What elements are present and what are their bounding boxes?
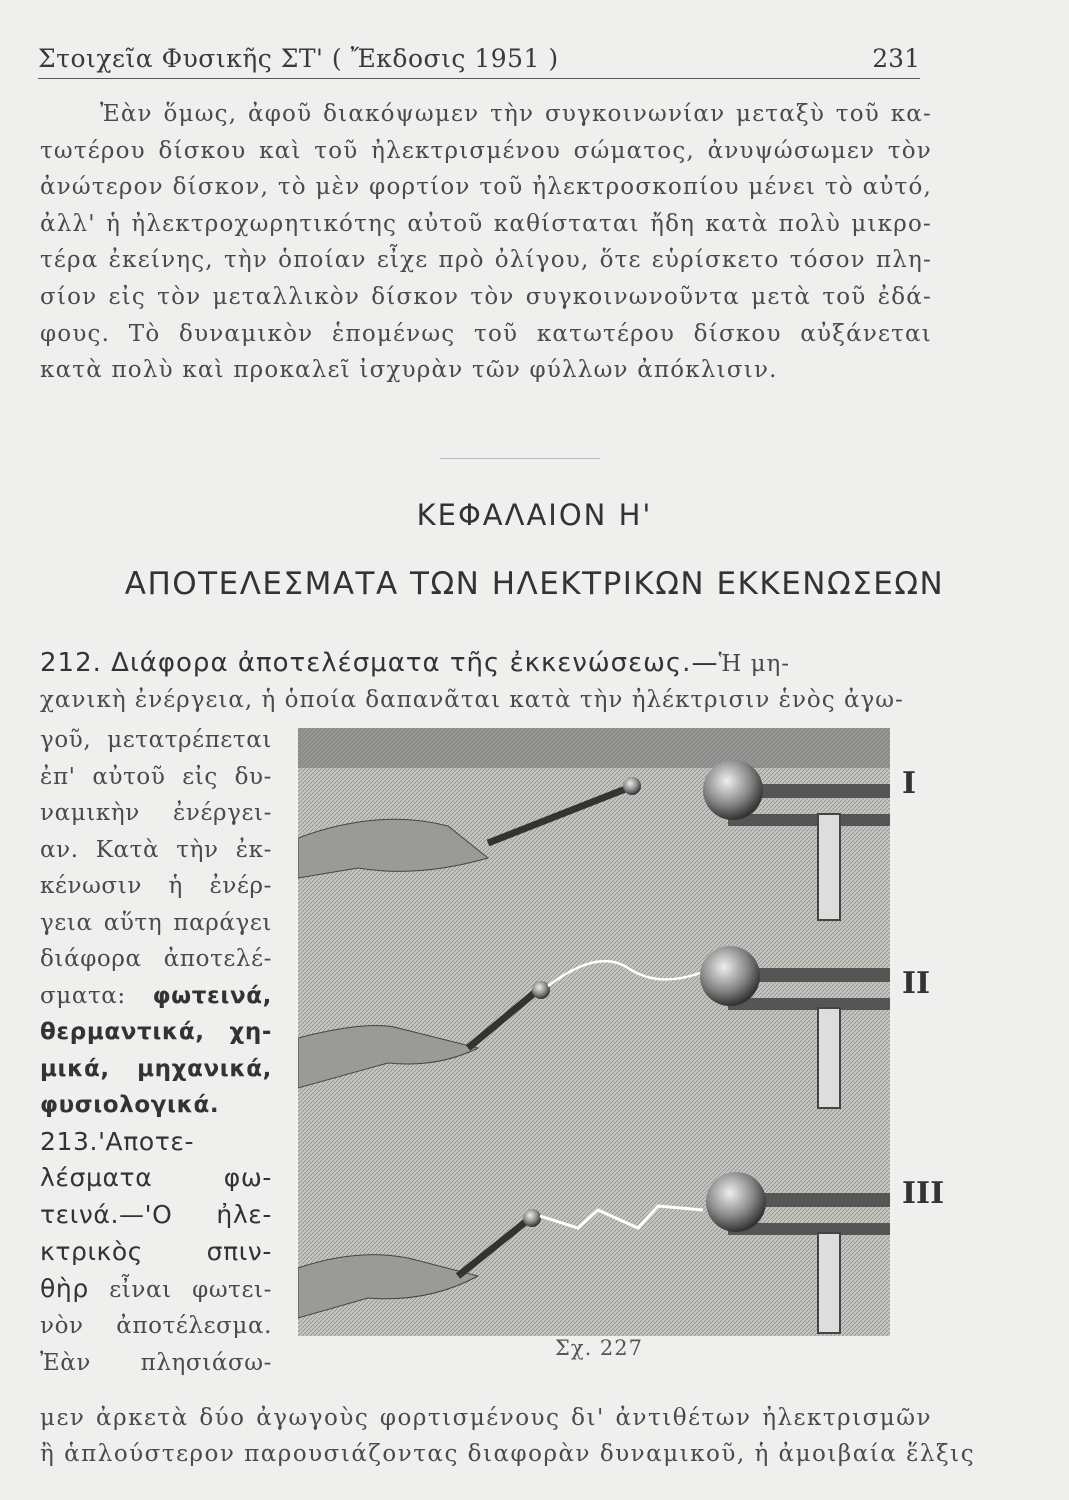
- text-line: ναμικὴν ἐνέργει-: [40, 800, 272, 826]
- text-line: ἀνώτερον δίσκον, τὸ μὲν φορτίον τοῦ ἠλεκτροσκοπίου μένει τὸ αὐτό,: [40, 174, 932, 201]
- conductor-ball: [706, 1172, 766, 1232]
- bold-term: μικά, μηχανικά,: [40, 1055, 272, 1082]
- text-line: τωτέρου δίσκου καὶ τοῦ ἠλεκτρισμένου σώματος, ἀνυψώσωμεν τὸν: [40, 137, 932, 164]
- bold-term: θερμαντικά, χη-: [40, 1019, 272, 1045]
- figure-caption: Σχ. 227: [555, 1336, 644, 1360]
- text-line: μεν ἀρκετὰ δύο ἀγωγοὺς φορτισμένους δι' ἀντιθέτων ἠλεκτρισμῶν: [40, 1405, 932, 1431]
- text-line: γεια αὕτη παράγει: [40, 909, 272, 936]
- text-fragment: σματα:: [40, 982, 126, 1009]
- text-line: [40, 1197, 272, 1235]
- section-213-heading: τεινά.—: [40, 1199, 145, 1229]
- bold-term: φυσιολογικά.: [40, 1092, 220, 1118]
- text-line: τέρα ἐκείνης, τὴν ὁποίαν εἶχε πρὸ ὀλίγου, ὅτε εὑρίσκετο τόσον πλη-: [40, 247, 932, 274]
- text-line: φους. Τὸ δυναμικὸν ἑπομένως τοῦ κατωτέρου δίσκου αὐξάνεται κατὰ: [40, 320, 932, 384]
- text-fragment: Ἡ μη-: [718, 651, 791, 677]
- conductor-ball: [700, 946, 760, 1006]
- text-line: σίον εἰς τὸν μεταλλικὸν δίσκον τὸν συγκοινωνοῦντα μετὰ τοῦ ἐδά-: [40, 283, 932, 310]
- figure-label-3: III: [902, 1176, 945, 1211]
- section-212-line-1: [40, 645, 934, 682]
- section-212-line-2: χανικὴ ἐνέργεια, ἡ ὁποία δαπανᾶται κατὰ τὴν ἠλέκτρισιν ἑνὸς ἀγω-: [40, 687, 904, 713]
- intro-paragraph: [40, 96, 932, 389]
- section-213-heading: λέσματα φω-: [40, 1163, 272, 1192]
- text-line: κτρικὸς σπιν-: [40, 1237, 272, 1266]
- text-line: κένωσιν ἡ ἐνέρ-: [40, 873, 272, 899]
- figure-label-1: I: [902, 766, 917, 801]
- section-213-heading: 213.'Αποτε-: [40, 1126, 195, 1156]
- metal-rod: [818, 1008, 840, 1108]
- text-line: ἐπ' αὐτοῦ εἰς δυ-: [40, 763, 272, 790]
- spark-discharge-engraving: [298, 728, 890, 1336]
- bold-term: φωτεινά,: [152, 982, 272, 1009]
- figure-label-2: II: [902, 966, 931, 1001]
- left-column-text: [40, 722, 272, 1381]
- text-line: ἢ ἁπλούστερον παρουσιάζοντας διαφορὰν δυναμικοῦ, ἡ ἀμοιβαία ἕλξις: [40, 1441, 976, 1467]
- book-title: Στοιχεῖα Φυσικῆς ΣΤ' ( Ἔκδοσις 1951 ): [38, 44, 559, 73]
- chapter-title: ΑΠΟΤΕΛΕΣΜΑΤΑ ΤΩΝ ΗΛΕΚΤΡΙΚΩΝ ΕΚΚΕΝΩΣΕΩΝ: [124, 566, 945, 602]
- metal-rod: [818, 1233, 840, 1333]
- metal-rod: [818, 814, 840, 920]
- text-line: νὸν ἀποτέλεσμα.: [40, 1313, 272, 1339]
- text-line: Ἐὰν ὅμως, ἀφοῦ διακόψωμεν τὴν συγκοινωνίαν μεταξὺ τοῦ κα-: [100, 101, 932, 127]
- bottom-text: [40, 1400, 976, 1472]
- page-number: 231: [872, 44, 920, 73]
- section-divider: [440, 458, 600, 459]
- text-fragment: θὴρ: [40, 1273, 89, 1303]
- text-line: [40, 1271, 272, 1309]
- text-line: [40, 978, 272, 1015]
- conductor-ball: [703, 760, 763, 820]
- chapter-label: ΚΕΦΑΛΑΙΟΝ Η': [416, 498, 653, 532]
- text-line: Ἐὰν πλησιάσω-: [40, 1349, 272, 1376]
- text-fragment: εἶναι φωτει-: [109, 1276, 272, 1303]
- text-line: διάφορα ἀποτελέ-: [40, 946, 272, 972]
- text-line: γοῦ, μετατρέπεται: [40, 727, 272, 753]
- running-head: [38, 44, 920, 79]
- intro-text: [40, 96, 932, 389]
- section-212: [40, 645, 934, 718]
- text-line: πολὺ καὶ προκαλεῖ ἰσχυρὰν τῶν φύλλων ἀπόκλισιν.: [111, 357, 778, 384]
- text-line: αν. Κατὰ τὴν ἐκ-: [40, 836, 272, 863]
- text-fragment: 'Ο ἠλε-: [144, 1199, 272, 1229]
- text-line: ἀλλ' ἡ ἠλεκτροχωρητικότης αὐτοῦ καθίσταται ἤδη κατὰ πολὺ μικρο-: [40, 210, 932, 237]
- section-212-heading: 212. Διάφορα ἀποτελέσματα τῆς ἐκκενώσεως.—: [40, 648, 719, 678]
- figure-227-illustration: [298, 728, 890, 1336]
